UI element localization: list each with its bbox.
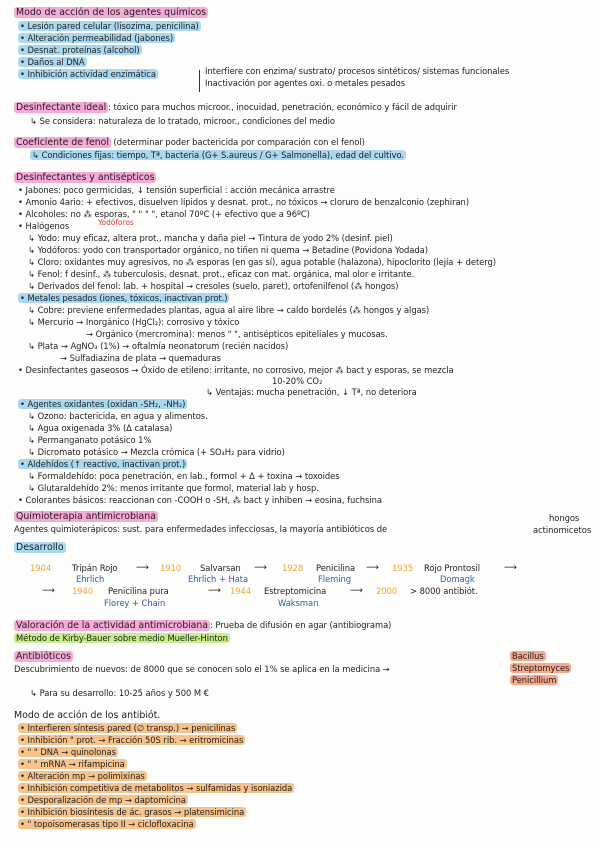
list-item: • Alteración permeabilidad (jabones) [20, 33, 174, 43]
milestone: Estreptomicina [264, 586, 327, 596]
list-item: • Agentes oxidantes (oxidan -SH₂, -NH₂) [20, 399, 186, 409]
note: Interfiere con enzima/ sustrato/ procesos sintéticos/ sistemas funcionales [205, 66, 510, 76]
valoracion: Valoración de la actividad antimicrobiana : Prueba de difusión en agar (antibiograma) [16, 620, 392, 631]
list-item: • " " mRNA → rifampicina [20, 759, 125, 769]
list-item: ↳ Glutaraldehído 2%: menos irritante que formol, material lab y hosp. [28, 483, 319, 493]
note: ↳ Se considera: naturaleza de lo tratado, microor., condiciones del medio [30, 116, 335, 126]
section-title-desarrollo: Desarrollo [16, 542, 64, 553]
list-item: ↳ Yodóforos: yodo con transportador orgánico, no tiñen ni quema → Betadine (Povidona Yodada) [28, 245, 428, 255]
milestone-author: Waksman [278, 598, 319, 608]
arrow-icon: ⟶ [350, 586, 363, 596]
desinfectante-ideal: Desinfectante ideal : tóxico para muchos microor., inocuidad, penetración, económico y fácil de adquirir [16, 102, 457, 113]
section-title-desinfectantes: Desinfectantes y antisépticos [16, 172, 155, 183]
section-title-agentes-quimicos: Modo de acción de los agentes químicos [16, 7, 207, 18]
list-item: • Desinfectantes gaseosos → Óxido de etileno: irritante, no corrosivo, mejor ⁂ bact y esporas, se mezcla [18, 365, 454, 375]
year-1935: 1935 [392, 563, 414, 573]
list-item: • Lesión pared celular (lisozima, penicilina) [20, 21, 199, 31]
list-item: ↳ Permanganato potásico 1% [28, 435, 152, 445]
list-item: ↳ Agua oxigenada 3% (Δ catalasa) [28, 423, 173, 433]
arrow-icon: ⟶ [208, 586, 221, 596]
list-item: • Jabones: poco germicidas, ↓ tensión superficial : acción mecánica arrastre [18, 185, 335, 195]
milestone-author: Ehrlich + Hata [188, 574, 249, 584]
list-item: • Metales pesados (iones, tóxicos, inactivan prot.) [20, 293, 228, 303]
list-item: • Alcoholes: no ⁂ esporas, " " " ", etanol 70ºC (+ efectivo que a 96ºC) [18, 209, 310, 219]
list-item: • Inhibición " prot. → Fracción 50S rib. → eritromicinas [20, 735, 244, 745]
list-item: 10-20% CO₂ [272, 376, 323, 386]
list-item: ↳ Ventajas: mucha penetración, ↓ Tª, no deteriora [206, 387, 417, 397]
milestone: Penicilina pura [108, 586, 169, 596]
list-item: ↳ Cloro: oxidantes muy agresivos, no ⁂ esporas (en gas sí), agua potable (halazona), hipoclorito (lejía + deterg) [28, 257, 497, 267]
section-title-quimioterapia: Quimioterapia antimicrobiana [16, 511, 156, 522]
list-item: ↳ Mercurio → Inorgánico (HgCl₂): corrosivo y tóxico [28, 317, 240, 327]
year-2000: 2000 [376, 586, 398, 596]
list-item: • Daños al DNA [20, 57, 85, 67]
bracket-line [199, 70, 200, 92]
year-1928: 1928 [282, 563, 304, 573]
list-item: ↳ Ozono: bactericida, en agua y alimentos. [28, 411, 208, 421]
milestone: Salvarsan [200, 563, 241, 573]
note: Inactivación por agentes oxi. o metales pesados [205, 78, 406, 88]
year-1940: 1940 [72, 586, 94, 596]
list-item: • Amonio 4ario: + efectivos, disuelven lípidos y desnat. prot., no tóxicos → cloruro de benzalconio (zephiran) [18, 197, 470, 207]
list-item: • Inhibición competitiva de metabolitos → sulfamidas y isoniazida [20, 783, 293, 793]
list-item: → Sulfadiazina de plata → quemaduras [60, 353, 221, 363]
list-item: ↳ Formaldehído: poca penetración, en lab., formol + Δ + toxina → toxoides [28, 471, 340, 481]
list-item: ↳ Dicromato potásico → Mezcla crómica (+ SO₄H₂ para vidrio) [28, 447, 285, 457]
arrow-icon: ⟶ [136, 563, 149, 573]
yodoforos-note: Yodóforos [98, 218, 134, 227]
organism: Penicillium [512, 675, 557, 685]
list-item: ↳ Fenol: f desinf., ⁂ tuberculosis, desnat. prot., eficaz con mat. orgánica, mal olor e irritante. [28, 269, 415, 279]
kirby-bauer: Método de Kirby-Bauer sobre medio Mueller-Hinton [16, 633, 228, 643]
branch: hongos [549, 513, 580, 523]
milestone-author: Fleming [318, 574, 352, 584]
milestone: Tripán Rojo [72, 563, 118, 573]
year-1944: 1944 [230, 586, 252, 596]
quimioterapicos-def: Agentes quimioterápicos: sust. para enfermedades infecciosas, la mayoría antibióticos de [14, 524, 388, 534]
list-item: • Desporalización de mp → daptomicina [20, 795, 186, 805]
list-item: • Desnat. proteínas (alcohol) [20, 45, 140, 55]
list-item: ↳ Yodo: muy eficaz, altera prot., mancha y daña piel → Tintura de yodo 2% (desinf. piel) [28, 233, 393, 243]
milestone-author: Florey + Chain [104, 598, 166, 608]
list-item: ↳ Plata → AgNO₃ (1%) → oftalmía neonatorum (recién nacidos) [28, 341, 289, 351]
milestone: > 8000 antibiót. [410, 586, 478, 596]
list-item: ↳ Derivados del fenol: lab. + hospital → cresoles (suelo, paret), ortofenilfenol (⁂ hongos) [28, 281, 399, 291]
milestone: Rojo Prontosil [424, 563, 480, 573]
list-item: • Halógenos [18, 221, 70, 231]
milestone-author: Domagk [440, 574, 475, 584]
arrow-icon: ⟶ [504, 563, 517, 573]
arrow-icon: ⟶ [254, 563, 267, 573]
list-item: • Colorantes básicos: reaccionan con -COOH o -SH, ⁂ bact y inhiben → eosina, fuchsina [18, 495, 382, 505]
list-item: • Inhibición actividad enzimática [20, 69, 156, 79]
organism: Streptomyces [512, 663, 570, 673]
list-item: • " " DNA → quinolonas [20, 747, 116, 757]
section-title-antibioticos: Antibióticos [16, 651, 71, 662]
list-item: • " topoisomerasas tipo II → ciclofloxacina [20, 819, 194, 829]
arrow-icon: ⟶ [42, 586, 55, 596]
descubrimiento: Descubrimiento de nuevos: de 8000 que se conocen solo el 1% se aplica en la medicina → [14, 664, 390, 674]
list-item: • Interfieren síntesis pared (∅ transp.) → penicilinas [20, 723, 236, 733]
note: ↳ Condiciones fijas: tiempo, Tª, bacteria (G+ S.aureus / G+ Salmonella), edad del cultivo. [32, 150, 404, 160]
section-title-modo-accion-antibioticos: Modo de acción de los antibiót. [14, 710, 161, 721]
arrow-icon: ⟶ [366, 563, 379, 573]
year-1904: 1904 [30, 563, 52, 573]
year-1910: 1910 [160, 563, 182, 573]
list-item: • Alteración mp → polimixinas [20, 771, 145, 781]
list-item: • Inhibición biosíntesis de ác. grasos → platensimicina [20, 807, 245, 817]
list-item: → Orgánico (mercromina): menos " ", antisépticos epiteliales y mucosas. [86, 329, 388, 339]
desarrollo-coste: ↳ Para su desarrollo: 10-25 años y 500 M € [30, 688, 209, 698]
milestone-author: Ehrlich [76, 574, 105, 584]
branch: actinomicetos [533, 525, 592, 535]
coeficiente-fenol: Coeficiente de fenol (determinar poder bactericida por comparación con el fenol) [16, 137, 365, 148]
milestone: Penicilina [316, 563, 356, 573]
list-item: • Aldehídos (↑ reactivo, inactivan prot.) [20, 459, 186, 469]
organism: Bacillus [512, 651, 544, 661]
list-item: ↳ Cobre: previene enfermedades plantas, agua al aire libre → caldo bordelés (⁂ hongos y algas) [28, 305, 430, 315]
